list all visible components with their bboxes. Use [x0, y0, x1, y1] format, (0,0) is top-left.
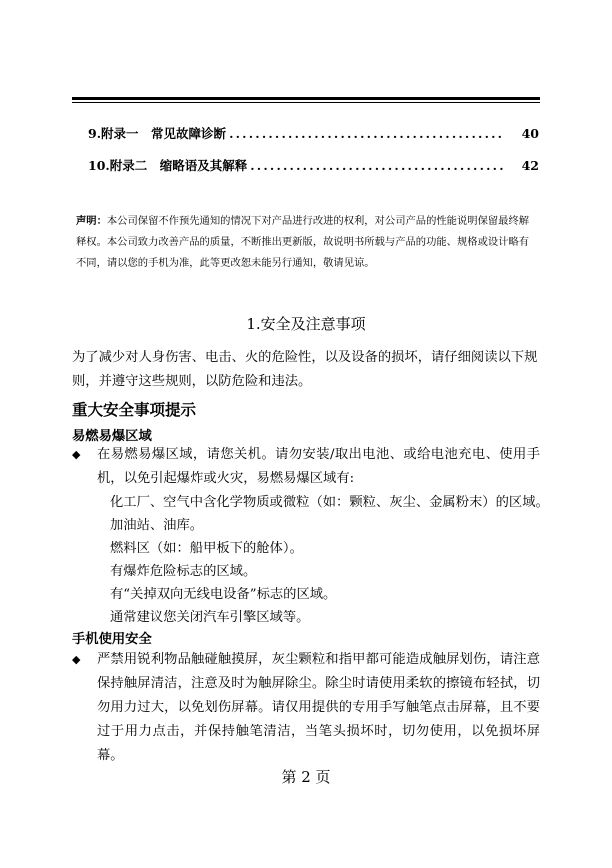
toc-leader-dots: .......................................... — [229, 126, 505, 141]
diamond-bullet-icon: ◆ — [72, 448, 81, 461]
flammable-bullet — [72, 443, 540, 491]
toc-entry-appendix-2[interactable] — [88, 156, 539, 174]
toc-entry-title: 9.附录一 常见故障诊断 — [88, 126, 227, 141]
diamond-bullet-icon: ◆ — [72, 653, 81, 666]
toc-leader-dots: ....................................... — [250, 158, 506, 173]
phone-use-bullet-text: 严禁用锐利物品触碰触摸屏，灰尘颗粒和指甲都可能造成触屏划伤，请注意保持触屏清洁，注意及时为触屏除尘。除尘时请使用柔软的擦镜布轻拭，切勿用力过大，以免划伤屏幕。请仅用提供的专用手写触笔点击屏幕，且不要过于用力点击，并保持触笔清洁，当笔头损坏时，切勿使用，以免损坏屏幕。 — [97, 652, 540, 763]
flammable-area-item: 化工厂、空气中含化学物质或微粒（如：颗粒、灰尘、金属粉末）的区域。 — [110, 495, 549, 510]
flammable-heading: 易燃易爆区域 — [72, 429, 152, 444]
phone-use-bullet — [72, 648, 540, 768]
intro-paragraph: 为了减少对人身伤害、电击、火的危险性，以及设备的损坏，请仔细阅读以下规则，并遵守这些规则，以防危险和违法。 — [72, 350, 538, 389]
header-rule-thin — [72, 102, 540, 103]
toc-page-number: 42 — [521, 158, 539, 173]
main-heading: 重大安全事项提示 — [72, 400, 197, 419]
flammable-area-item: 有“关掉双向无线电设备”标志的区域。 — [110, 587, 337, 602]
flammable-area-item: 有爆炸危险标志的区域。 — [110, 564, 257, 579]
toc-entry-title: 10.附录二 缩略语及其解释 — [88, 158, 248, 173]
flammable-area-item: 加油站、油库。 — [110, 518, 204, 533]
flammable-area-item: 燃料区（如：船甲板下的舱体）。 — [110, 541, 303, 556]
page-number: 第 2 页 — [281, 768, 331, 786]
phone-use-heading: 手机使用安全 — [72, 632, 152, 647]
disclaimer-label: 声明： — [76, 215, 107, 227]
section-title: 1.安全及注意事项 — [246, 315, 366, 333]
toc-page-number: 40 — [521, 126, 539, 141]
header-rule-thick — [72, 97, 540, 100]
disclaimer-notice — [76, 211, 538, 274]
flammable-area-item: 通常建议您关闭汽车引擎区域等。 — [110, 610, 310, 625]
toc-entry-appendix-1[interactable] — [88, 124, 539, 142]
disclaimer-text: 本公司保留不作预先通知的情况下对产品进行改进的权利，对公司产品的性能说明保留最终解释权。本公司致力改善产品的质量，不断推出更新版，故说明书所载与产品的功能、规格或设计略有不同，请以您的手机为准，此等更改恕未能另行通知，敬请见谅。 — [76, 215, 530, 269]
flammable-bullet-text: 在易燃易爆区域，请您关机。请勿安装/取出电池、或给电池充电、使用手机，以免引起爆炸或火灾，易燃易爆区域有: — [97, 447, 540, 486]
